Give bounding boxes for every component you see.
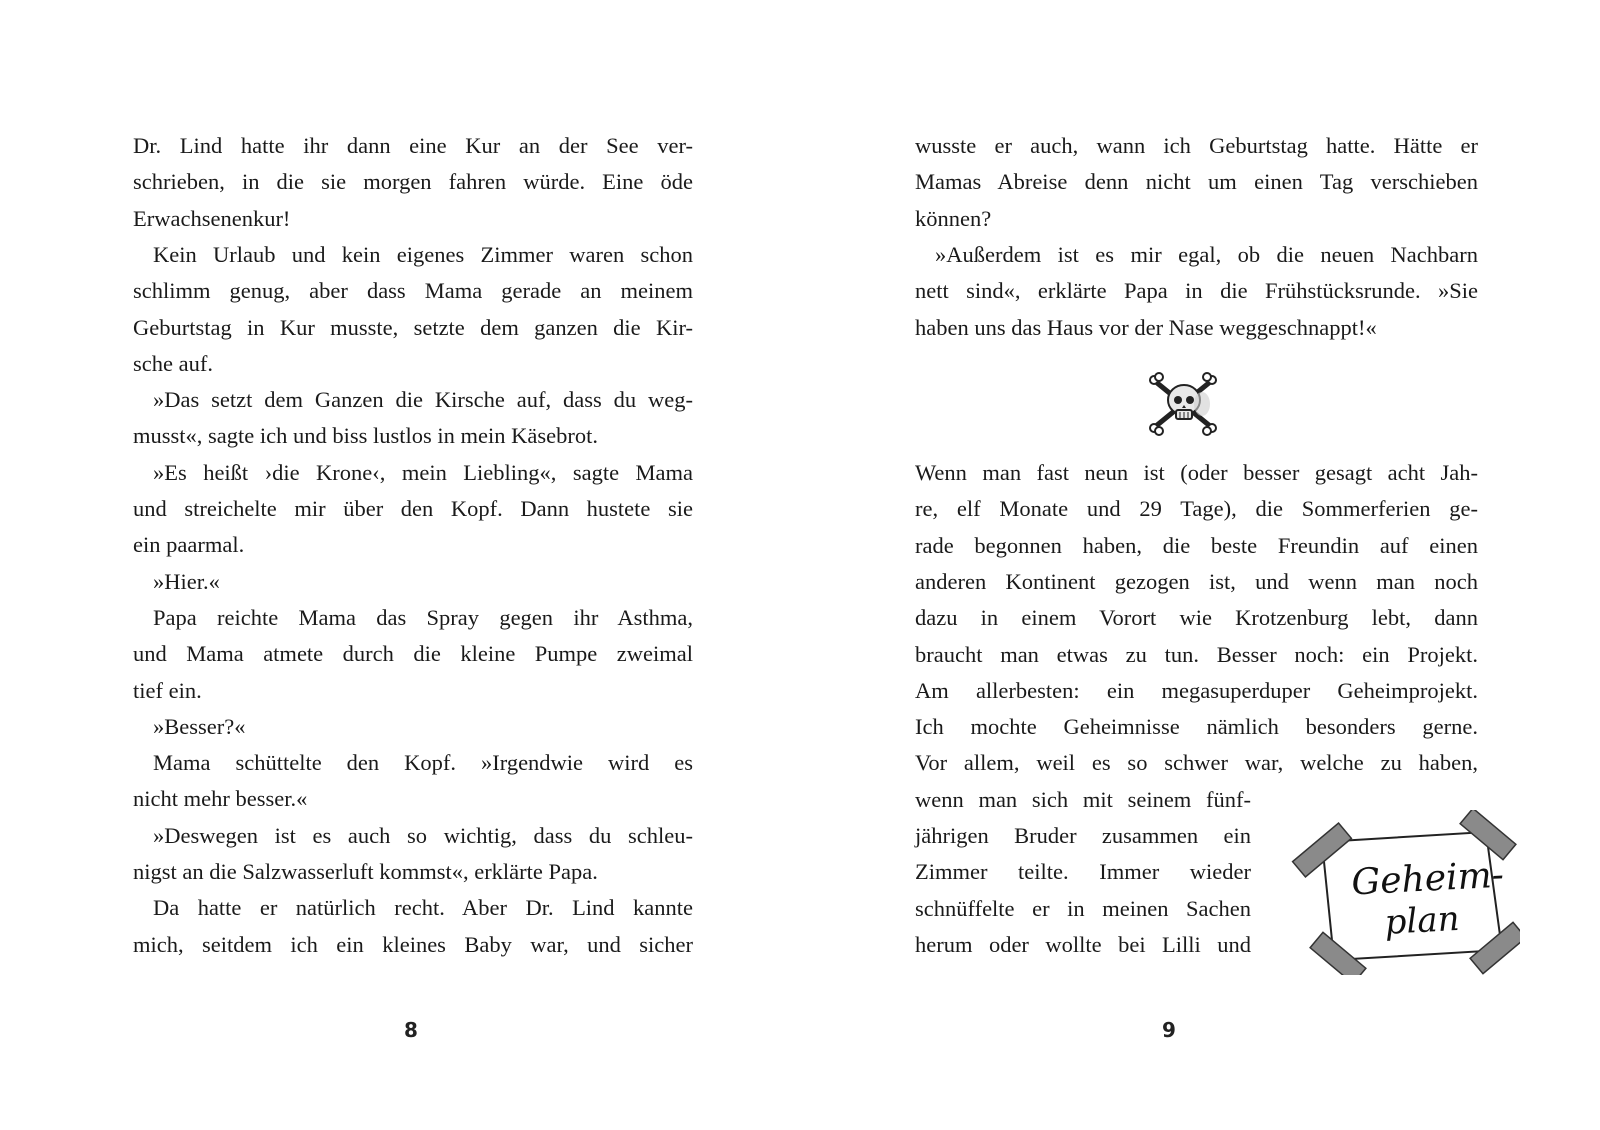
text-line: re, elf Monate und 29 Tage), die Sommerferien ge-: [915, 496, 1478, 522]
geheimplan-note: [1290, 810, 1520, 975]
text-line: Dr. Lind hatte ihr dann eine Kur an der See ver-: [133, 133, 693, 158]
text-line: musst«, sagte ich und biss lustlos in mein Käsebrot.: [133, 423, 598, 449]
note-text-line1: Geheim-: [1350, 854, 1505, 904]
text-line: »Es heißt ›die Krone‹, mein Liebling«, sagte Mama: [153, 459, 693, 485]
text-line: »Das setzt dem Ganzen die Kirsche auf, dass du weg-: [153, 387, 693, 413]
text-line: Papa reichte Mama das Spray gegen ihr Asthma,: [153, 604, 693, 630]
text-line: braucht man etwas zu tun. Besser noch: ein Projekt.: [915, 641, 1478, 667]
text-line: Vor allem, weil es so schwer war, welche zu haben,: [915, 750, 1478, 776]
page-number-right: 9: [1162, 1018, 1176, 1042]
text-line: schrieben, in die sie morgen fahren würde. Eine öde: [133, 169, 693, 195]
text-line: dazu in einem Vorort wie Krotzenburg lebt, dann: [915, 605, 1478, 631]
skull-and-crossbones-icon: [1144, 360, 1224, 450]
text-line: Mamas Abreise denn nicht um einen Tag verschieben: [915, 169, 1478, 195]
text-line: nett sind«, erklärte Papa in die Frühstücksrunde. »Sie: [915, 278, 1478, 304]
text-line: Zimmer teilte. Immer wieder: [915, 859, 1251, 885]
text-line: Da hatte er natürlich recht. Aber Dr. Lind kannte: [153, 895, 693, 921]
text-line: wenn man sich mit seinem fünf-: [915, 786, 1251, 812]
text-line: wusste er auch, wann ich Geburtstag hatte. Hätte er: [915, 133, 1478, 158]
page-number-left: 8: [404, 1018, 418, 1042]
text-line: anderen Kontinent gezogen ist, und wenn man noch: [915, 568, 1478, 594]
text-line: Wenn man fast neun ist (oder besser gesagt acht Jah-: [915, 460, 1478, 485]
text-line: und streichelte mir über den Kopf. Dann hustete sie: [133, 496, 693, 521]
text-line: »Hier.«: [153, 568, 220, 594]
text-line: Geburtstag in Kur musste, setzte dem ganzen die Kir-: [133, 314, 693, 340]
text-line: sche auf.: [133, 350, 213, 376]
text-line: können?: [915, 205, 992, 231]
text-line: und Mama atmete durch die kleine Pumpe zweimal: [133, 641, 693, 667]
text-line: jährigen Bruder zusammen ein: [915, 823, 1251, 848]
text-line: nigst an die Salzwasserluft kommst«, erklärte Papa.: [133, 859, 598, 884]
text-line: schlimm genug, aber dass Mama gerade an meinem: [133, 278, 693, 304]
text-line: haben uns das Haus vor der Nase weggeschnappt!«: [915, 314, 1377, 340]
text-line: ein paarmal.: [133, 532, 245, 558]
text-line: mich, seitdem ich ein kleines Baby war, und sicher: [133, 931, 693, 957]
text-line: nicht mehr besser.«: [133, 786, 308, 812]
text-line: Kein Urlaub und kein eigenes Zimmer waren schon: [153, 241, 693, 267]
text-line: Am allerbesten: ein megasuperduper Geheimprojekt.: [915, 677, 1478, 703]
text-line: »Besser?«: [153, 713, 246, 739]
text-line: »Deswegen ist es auch so wichtig, dass du schleu-: [153, 822, 693, 848]
note-text-line2: plan: [1383, 898, 1461, 943]
text-line: schnüffelte er in meinen Sachen: [915, 895, 1251, 921]
text-line: tief ein.: [133, 677, 202, 703]
text-line: »Außerdem ist es mir egal, ob die neuen Nachbarn: [935, 241, 1478, 267]
text-line: rade begonnen haben, die beste Freundin auf einen: [915, 532, 1478, 558]
text-line: Mama schüttelte den Kopf. »Irgendwie wird es: [153, 750, 693, 776]
text-line: Erwachsenenkur!: [133, 205, 291, 231]
text-line: herum oder wollte bei Lilli und: [915, 931, 1251, 957]
text-line: Ich mochte Geheimnisse nämlich besonders gerne.: [915, 714, 1478, 740]
right-page: [800, 0, 1600, 1130]
